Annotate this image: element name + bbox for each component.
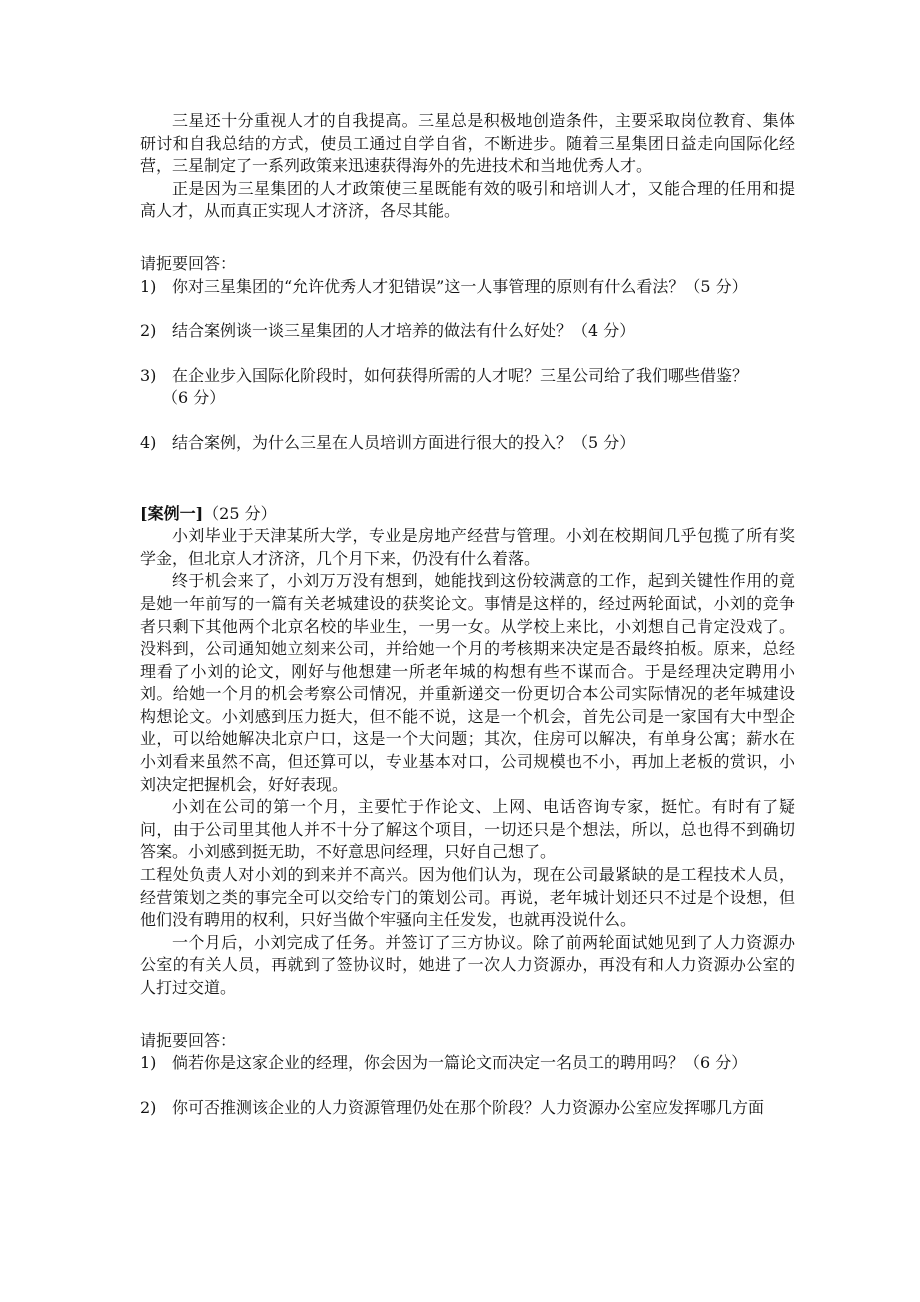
paragraph: 小刘毕业于天津某所大学，专业是房地产经营与管理。小刘在校期间几乎包揽了所有奖学金，但北京人才济济，几个月下来，仍没有什么着落。 bbox=[140, 526, 795, 568]
answer-prompt: 请扼要回答： bbox=[140, 253, 237, 273]
question-item bbox=[140, 1097, 795, 1120]
question-number: 1) bbox=[140, 276, 157, 296]
question-text: 你可否推测该企业的人力资源管理仍处在那个阶段？人力资源办公室应发挥哪几方面 bbox=[172, 1097, 765, 1117]
question-text: 在企业步入国际化阶段时，如何获得所需的人才呢？三星公司给了我们哪些借鉴？ bbox=[172, 365, 749, 385]
question-item bbox=[140, 276, 795, 299]
answer-prompt: 请扼要回答： bbox=[140, 1030, 237, 1050]
question-text: 结合案例，为什么三星在人员培训方面进行很大的投入？（5 分） bbox=[172, 432, 636, 452]
paragraph: 正是因为三星集团的人才政策使三星既能有效的吸引和培训人才，又能合理的任用和提高人才，从而真正实现人才济济，各尽其能。 bbox=[140, 178, 795, 221]
question-number: 2) bbox=[140, 1097, 157, 1117]
question-continuation: （6 分） bbox=[162, 388, 226, 408]
question-item bbox=[140, 320, 795, 343]
question-number: 4) bbox=[140, 432, 157, 452]
paragraph: 一个月后，小刘完成了任务。并签订了三方协议。除了前两轮面试她见到了人力资源办公室的有关人员，再就到了签协议时，她进了一次人力资源办，再没有和人力资源办公室的人打过交道。 bbox=[140, 932, 795, 997]
question-text: 你对三星集团的“允许优秀人才犯错误”这一人事管理的原则有什么看法？（5 分） bbox=[172, 276, 748, 296]
question-number: 3) bbox=[140, 365, 157, 385]
question-item bbox=[140, 432, 795, 455]
question-number: 1) bbox=[140, 1053, 157, 1073]
paragraph: 终于机会来了，小刘万万没有想到，她能找到这份较满意的工作，起到关键性作用的竟是她一年前写的一篇有关老城建设的获奖论文。事情是这样的，经过两轮面试，小刘的竞争者只剩下其他两个北京名校的毕业生，一男一女。从学校上来比，小刘想自己肯定没戏了。没料到，公司通知她立刻来公司，并给她一个月的考核期来决定是否最终拍板。原来，总经理看了小刘的论文，刚好与他想建一所老年城的构想有些不谋而合。于是经理决定聘用小刘。给她一个月的机会考察公司情况，并重新递交一份更切合本公司实际情况的老年城建设构想论文。小刘感到压力挺大，但不能不说，这是一个机会，首先公司是一家国有大中型企业，可以给她解决北京户口，这是一个大问题；其次，住房可以解决，有单身公寓；薪水在小刘看来虽然不高，但还算可以，专业基本对口，公司规模也不小，再加上老板的赏识，小刘决定把握机会，好好表现。 bbox=[140, 571, 795, 794]
question-item bbox=[140, 1052, 795, 1075]
case-title: [案例一] bbox=[140, 503, 204, 523]
question-text: 结合案例谈一谈三星集团的人才培养的做法有什么好处？（4 分） bbox=[172, 321, 636, 341]
question-number: 2) bbox=[140, 321, 157, 341]
paragraph: 三星还十分重视人才的自我提高。三星总是积极地创造条件，主要采取岗位教育、集体研讨和自我总结的方式，使员工通过自学自省，不断进步。随着三星集团日益走向国际化经营，三星制定了一系列政策来迅速获得海外的先进技术和当地优秀人才。 bbox=[140, 111, 795, 176]
case-heading bbox=[140, 503, 795, 526]
paragraph: 小刘在公司的第一个月，主要忙于作论文、上网、电话咨询专家，挺忙。有时有了疑问，由于公司里其他人并不十分了解这个项目，一切还只是个想法，所以，总也得不到确切答案。小刘感到挺无助，不好意思问经理，只好自己想了。 bbox=[140, 797, 795, 862]
paragraph: 工程处负责人对小刘的到来并不高兴。因为他们认为，现在公司最紧缺的是工程技术人员，经营策划之类的事完全可以交给专门的策划公司。再说，老年城计划还只不过是个设想，但他们没有聘用的权利，只好当做个牢骚向主任发发，也就再没说什么。 bbox=[140, 865, 795, 930]
case-score: （25 分） bbox=[203, 503, 277, 523]
question-item bbox=[140, 365, 795, 388]
document-page bbox=[140, 110, 795, 1119]
question-text: 倘若你是这家企业的经理，你会因为一篇论文而决定一名员工的聘用吗？（6 分） bbox=[172, 1053, 748, 1073]
